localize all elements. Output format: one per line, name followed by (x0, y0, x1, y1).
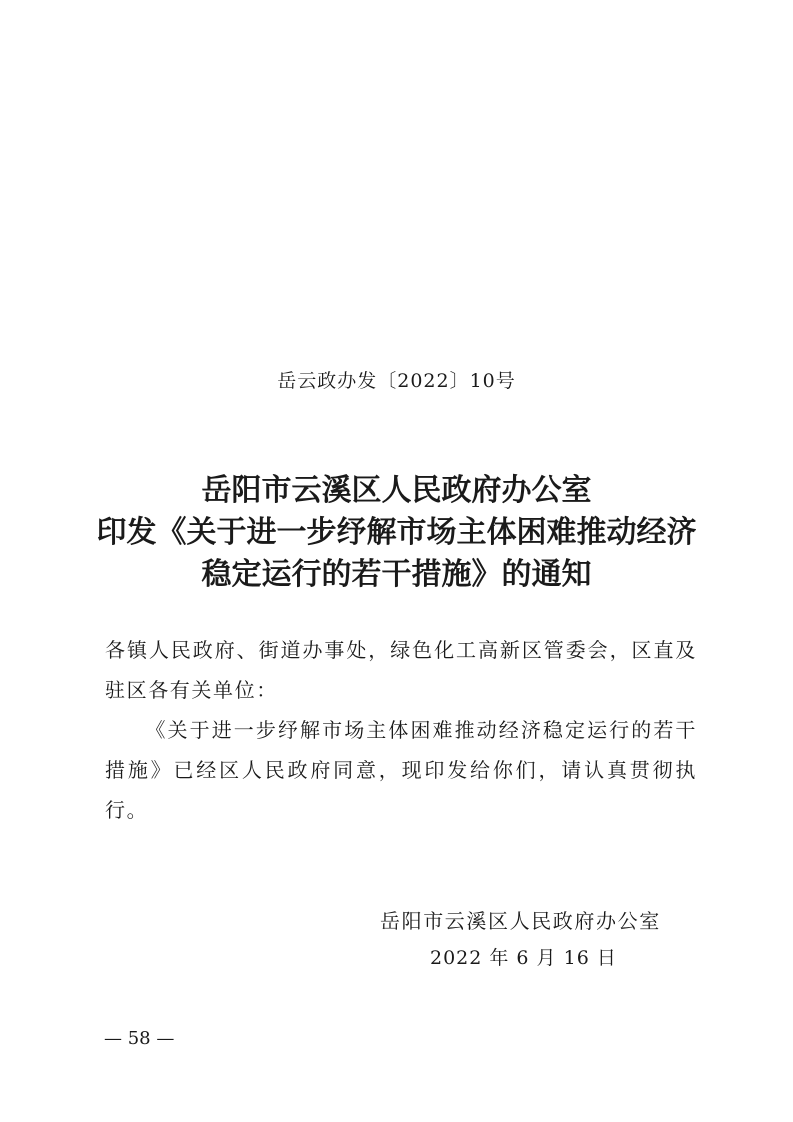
title-line-1: 岳阳市云溪区人民政府办公室 (201, 473, 592, 508)
doc-number: 岳云政办发〔2022〕10号 (277, 370, 516, 392)
salutation: 各镇人民政府、街道办事处，绿色化工高新区管委会，区直及驻区各有关单位： (105, 638, 697, 702)
document-title (0, 470, 793, 596)
date: 2022 年 6 月 16 日 (430, 947, 617, 969)
page-number: — 58 — (104, 1028, 175, 1049)
signature: 岳阳市云溪区人民政府办公室 (380, 909, 661, 933)
title-line-3: 稳定运行的若干措施》的通知 (201, 557, 592, 592)
document-body (105, 630, 697, 830)
body-paragraph (105, 710, 697, 830)
title-line-2: 印发《关于进一步纾解市场主体困难推动经济 (96, 515, 697, 550)
body-paragraph-text: 《关于进一步纾解市场主体困难推动经济稳定运行的若干措施》已经区人民政府同意，现印发给你们，请认真贯彻执行。 (105, 718, 697, 822)
